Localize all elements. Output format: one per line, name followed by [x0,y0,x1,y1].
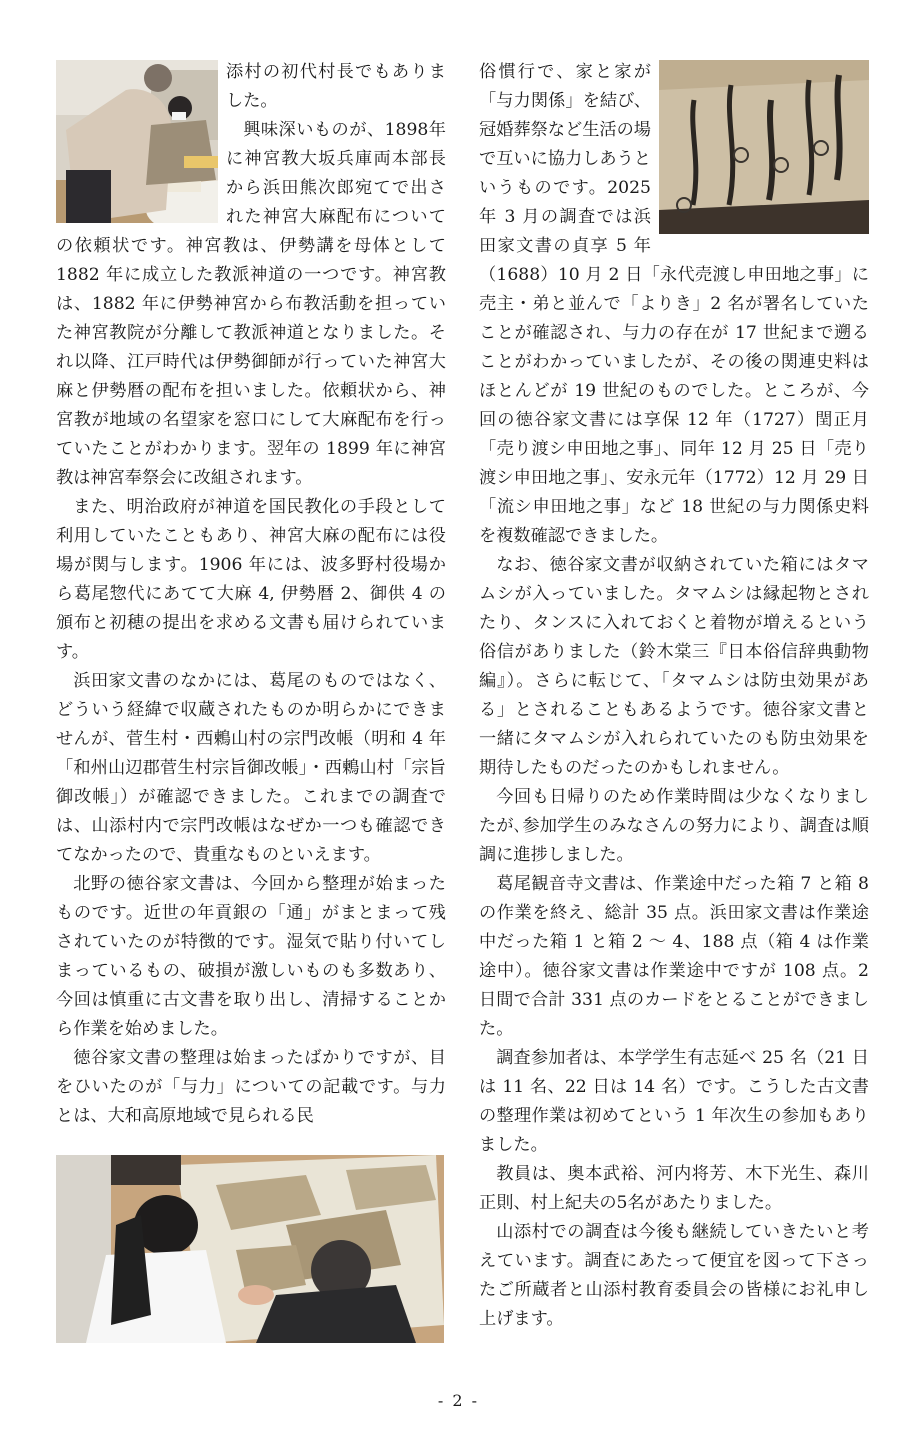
paragraph: 興味深いものが、1898年に神宮教大坂兵庫両本部長から浜田熊次郎宛てで出された神宮大麻配布についての依頼状です。神宮教は、伊勢講を母体として 1882 年に成立した教派神道の一つです。神宮教は、1882 年に伊勢神宮から布教活動を担っていた神宮教院が分離して教派神道となりました。それ以降、江戸時代は伊勢御師が行っていた神宮大麻と伊勢暦の配布を担いました。依頼状から、神宮教が地域の名望家を窓口にして大麻配布を行っていたことがわかります。翌年の 1899 年に神宮教は神宮奉祭会に改組されます。 [56,120,446,488]
page-number: - 2 - [437,1391,480,1410]
paragraph: 浜田家文書のなかには、葛尾のものではなく、どういう経緯で収蔵されたものか明らかにできませんが、菅生村・西鶫山村の宗門改帳（明和 4 年「和州山辺郡菅生村宗旨御改帳」・西鶫山村「宗旨御改帳」）が確認できました。これまでの調査では、山添村内で宗門改帳はなぜか一つも確認できてなかったので、貴重なものといえます。 [56,671,446,865]
photo-students-cleaning-old-documents [56,1155,444,1343]
paragraph: 徳谷家文書の整理は始まったばかりですが、目をひいたのが「与力」についての記載です。与力とは、大和高原地域で見られる民 [56,1048,446,1126]
paragraph: 添村の初代村長でもありました。 [226,62,446,111]
paragraph: 山添村での調査は今後も継続していきたいと考えています。調査にあたって便宜を図って下さったご所蔵者と山添村教育委員会の皆様にお礼申し上げます。 [479,1222,869,1329]
paragraph: 調査参加者は、本学学生有志延べ 25 名（21 日は 11 名、22 日は 14 名）です。こうした古文書の整理作業は初めてという 1 年次生の参加もありました。 [479,1048,869,1155]
left-column [56,58,446,1131]
paragraph: 教員は、奥本武裕、河内将芳、木下光生、森川正則、村上紀夫の5名があたりました。 [479,1164,869,1213]
right-column [479,58,869,1334]
paragraph: また、明治政府が神道を国民教化の手段として利用していたこともあり、神宮大麻の配布には役場が関与します。1906 年には、波多野村役場から葛尾惣代にあてて大麻 4, 伊勢暦 2、御供 4 の頒布と初穂の提出を求める文書も届けられています。 [56,497,446,662]
paragraph: 今回も日帰りのため作業時間は少なくなりましたが､参加学生のみなさんの努力により、調査は順調に進捗しました。 [479,787,869,865]
paragraph: 葛尾観音寺文書は、作業途中だった箱 7 と箱 8 の作業を終え、総計 35 点。浜田家文書は作業途中だった箱 1 と箱 2 〜 4、188 点（箱 4 は作業途中）。徳谷家文書は作業途中ですが 108 点。2 日間で合計 331 点のカードをとることができました。 [479,874,869,1039]
photo-elderly-man-and-student-sorting-documents [56,60,218,223]
photo-handwritten-document-with-seals [659,60,869,234]
paragraph: 俗慣行で、家と家が「与力関係」を結び、冠婚葬祭など生活の場で互いに協力しあうというものです。2025 年 3 月の調査では浜田家文書の貞享 5 年（1688）10 月 2 日「永代売渡し申田地之事」に売主・弟と並んで「よりき」2 名が署名していたことが確認され、与力の存在が 17 世紀まで遡ることがわかっていましたが、その後の関連史料はほとんどが 19 世紀のものでした。ところが、今回の徳谷家文書には享保 12 年（1727）閏正月「売り渡シ申田地之事」、同年 12 月 25 日「売り渡シ申田地之事」、安永元年（1772）12 月 29 日「流シ申田地之事」など 18 世紀の与力関係史料を複数確認できました。 [479,62,869,546]
paragraph: 北野の徳谷家文書は、今回から整理が始まったものです。近世の年貢銀の「通」がまとまって残されていたのが特徴的です。湿気で貼り付いてしまっているもの、破損が激しいものも多数あり、今回は慎重に古文書を取り出し、清掃することから作業を始めました。 [56,874,446,1039]
paragraph: なお、徳谷家文書が収納されていた箱にはタマムシが入っていました。タマムシは縁起物とされたり、タンスに入れておくと着物が増えるという俗信がありました（鈴木棠三『日本俗信辞典動物編』）。さらに転じて、「タマムシは防虫効果がある」とされることもあるようです。徳谷家文書と一緒にタマムシが入れられていたのも防虫効果を期待したものだったのかもしれません。 [479,555,869,778]
